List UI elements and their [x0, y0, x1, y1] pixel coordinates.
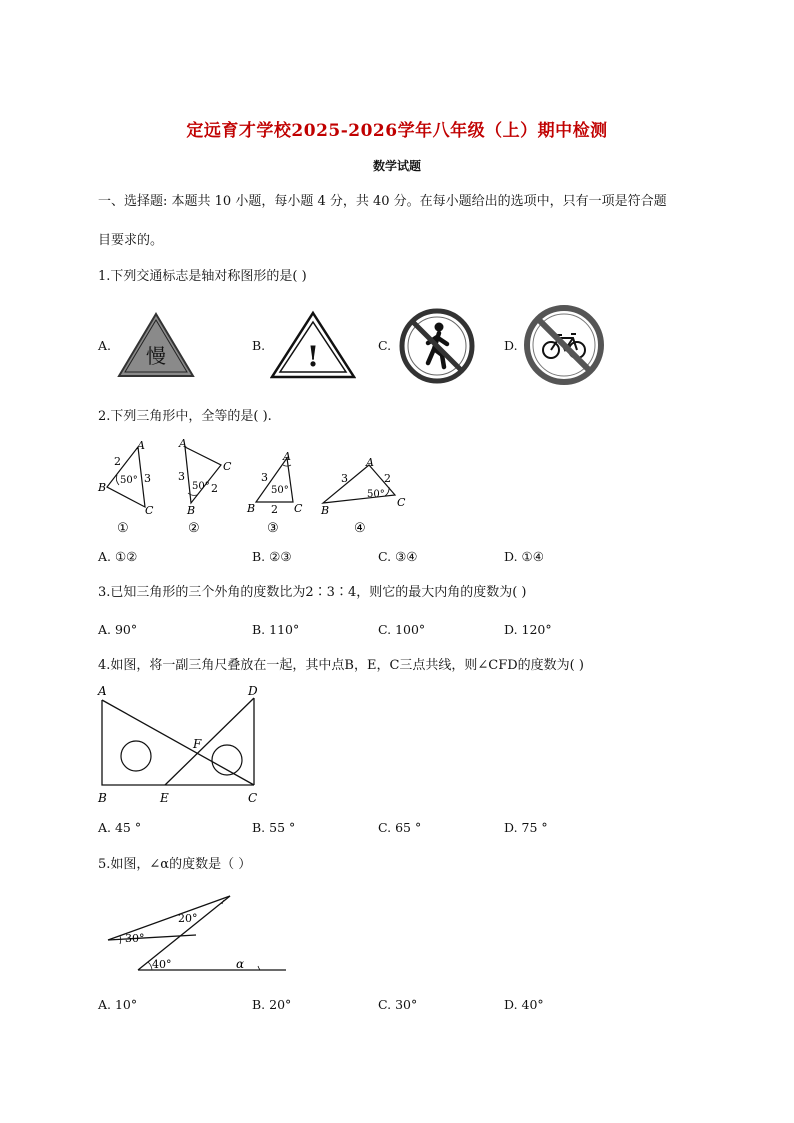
q3-option-b: B. 110°: [252, 622, 300, 637]
t1-side-2: 3: [144, 472, 151, 485]
q5-angle-20: 20°: [178, 912, 198, 925]
section-instructions-line1: 一、选择题: 本题共 10 小题，每小题 4 分，共 40 分。在每小题给出的选项中，只有一项是符合题: [98, 194, 667, 209]
t2-label-a: A: [179, 437, 187, 450]
page-title: 定远育才学校2025-2026学年八年级（上）期中检测: [186, 121, 608, 141]
t2-angle: 50°: [192, 481, 210, 492]
t1-label-c: C: [145, 504, 154, 517]
q4-label-a: A: [98, 684, 107, 698]
q1-stem: 1.下列交通标志是轴对称图形的是( ): [98, 269, 307, 284]
q3-option-d: D. 120°: [504, 622, 552, 637]
q3-option-a: A. 90°: [98, 622, 138, 637]
q2-stem: 2.下列三角形中，全等的是( ).: [98, 409, 272, 424]
slow-sign-text: 慢: [146, 344, 166, 368]
t4-side-1: 3: [341, 472, 348, 485]
q5-option-c: C. 30°: [378, 997, 418, 1012]
t3-side-1: 3: [261, 471, 268, 484]
q4-label-f: F: [193, 737, 202, 751]
fig-label-2: ②: [188, 521, 200, 536]
q1-option-a: A.: [98, 338, 112, 353]
q2-option-a: A. ①②: [98, 549, 138, 564]
q3-stem: 3.已知三角形的三个外角的度数比为2∶3∶4，则它的最大内角的度数为( ): [98, 585, 527, 600]
t4-label-c: C: [397, 496, 406, 509]
slow-sign-icon: [116, 310, 196, 380]
section-instructions-line2: 目要求的。: [98, 233, 164, 248]
fig-label-1: ①: [117, 521, 129, 536]
t4-angle: 50°: [367, 489, 385, 500]
q4-label-e: E: [160, 791, 169, 805]
t1-label-b: B: [98, 481, 107, 494]
fig-label-4: ④: [354, 521, 366, 536]
t4-label-b: B: [321, 504, 330, 517]
q5-option-b: B. 20°: [252, 997, 292, 1012]
no-bicycle-sign-icon: [524, 305, 604, 385]
t4-label-a: A: [366, 456, 374, 469]
q4-option-a: A. 45 °: [98, 820, 142, 835]
q2-triangles-figure: [95, 435, 425, 540]
t3-label-a: A: [283, 450, 291, 463]
q4-option-d: D. 75 °: [504, 820, 548, 835]
t2-label-c: C: [223, 460, 232, 473]
t1-side-1: 2: [114, 455, 121, 468]
q4-stem: 4.如图，将一副三角尺叠放在一起，其中点B，E，C三点共线，则∠CFD的度数为( ): [98, 658, 584, 673]
t1-angle: 50°: [120, 475, 138, 486]
q4-label-b: B: [98, 791, 107, 805]
q2-option-d: D. ①④: [504, 549, 544, 564]
t3-label-c: C: [294, 502, 303, 515]
q1-option-b: B.: [252, 338, 266, 353]
q4-label-c: C: [248, 791, 258, 805]
t2-label-b: B: [187, 504, 196, 517]
no-pedestrian-sign-icon: [398, 307, 476, 385]
q1-option-d: D.: [504, 338, 518, 353]
t3-angle: 50°: [271, 485, 289, 496]
t1-label-a: A: [137, 439, 145, 452]
q3-option-c: C. 100°: [378, 622, 426, 637]
q4-label-d: D: [248, 684, 258, 698]
t3-side-2: 2: [271, 503, 278, 516]
q5-option-d: D. 40°: [504, 997, 544, 1012]
page-subtitle: 数学试题: [372, 159, 421, 173]
q2-option-c: C. ③④: [378, 549, 418, 564]
q4-set-squares-figure: [92, 680, 272, 810]
warning-sign-icon: [270, 310, 356, 380]
q4-option-c: C. 65 °: [378, 820, 422, 835]
q5-stem: 5.如图，∠α的度数是（ ）: [98, 857, 252, 872]
fig-label-3: ③: [267, 521, 279, 536]
t3-label-b: B: [247, 502, 256, 515]
q5-angle-40: 40°: [152, 958, 172, 971]
q2-option-b: B. ②③: [252, 549, 292, 564]
t4-side-2: 2: [384, 472, 391, 485]
q5-option-a: A. 10°: [98, 997, 138, 1012]
q5-angle-30: 30°: [125, 932, 145, 945]
t2-side-1: 3: [178, 470, 185, 483]
q4-option-b: B. 55 °: [252, 820, 296, 835]
warning-sign-text: !: [306, 340, 320, 373]
q5-angle-figure: [100, 888, 295, 978]
q5-angle-alpha: α: [236, 957, 245, 971]
t2-side-2: 2: [211, 482, 218, 495]
q1-option-c: C.: [378, 338, 392, 353]
